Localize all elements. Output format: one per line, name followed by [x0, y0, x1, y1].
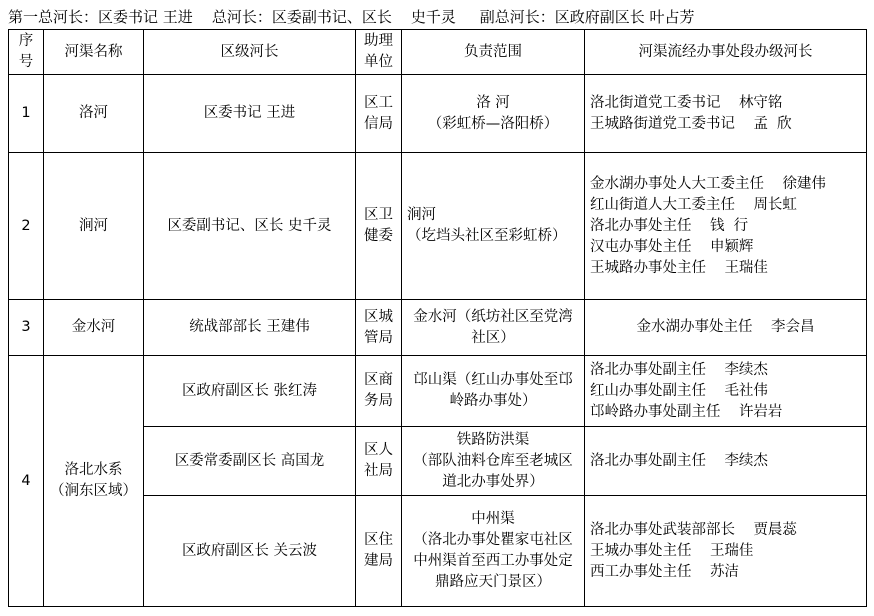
header-seq: 序号 [9, 30, 44, 75]
sub-chief-line [590, 541, 861, 562]
assist-unit-cell: 区住建局 [356, 496, 402, 607]
sub-chief-name: 徐建伟 [782, 175, 826, 192]
river-name-cell: 洛河 [44, 75, 144, 153]
sub-chief-name: 毛社伟 [724, 382, 768, 399]
header-sub-chiefs: 河渠流经办事处段办级河长 [585, 30, 867, 75]
sub-chief-line [590, 174, 861, 195]
scope-cell: 洛 河 （彩虹桥—洛阳桥） [402, 75, 585, 153]
sub-chief-name: 周长虹 [753, 196, 797, 213]
sub-chief-name: 李会昌 [770, 319, 815, 335]
sub-chief-title: 王城路街道党工委书记 [590, 115, 735, 132]
scope-cell: 金水河（纸坊社区至党湾社区） [402, 300, 585, 356]
assist-unit-cell: 区工信局 [356, 75, 402, 153]
sub-chief-name: 王瑞佳 [724, 259, 768, 276]
sub-chief-line [590, 195, 861, 216]
sub-chief-line [590, 93, 861, 114]
assist-unit-cell: 区人社局 [356, 427, 402, 496]
seq-cell: 3 [9, 300, 44, 356]
table-row [9, 75, 867, 153]
seq-cell: 4 [9, 356, 44, 607]
sub-chief-title: 汉屯办事处主任 [590, 238, 692, 255]
district-chief-cell: 区政府副区长 关云波 [144, 496, 356, 607]
sub-chief-name: 贾晨蕊 [753, 521, 797, 538]
sub-chief-title: 洛北办事处副主任 [590, 452, 706, 469]
district-chief-cell: 区委书记 王进 [144, 75, 356, 153]
sub-chief-name: 钱 行 [709, 217, 749, 234]
sub-chiefs-cell [585, 153, 867, 300]
sub-chief-name: 林守铭 [738, 94, 783, 111]
district-chief-cell: 统战部部长 王建伟 [144, 300, 356, 356]
sub-chief-line [590, 381, 861, 402]
river-name-cell: 洛北水系 （涧东区域） [44, 356, 144, 607]
scope-cell: 涧河 （圪垱头社区至彩虹桥） [402, 153, 585, 300]
sub-chief-title: 金水湖办事处主任 [636, 319, 753, 335]
assist-unit-cell: 区卫健委 [356, 153, 402, 300]
sub-chief-title: 红山街道人大工委主任 [590, 196, 735, 213]
table-row [9, 153, 867, 300]
sub-chief-title: 王城办事处主任 [590, 542, 692, 559]
sub-chief-name: 申颖辉 [709, 238, 754, 255]
sub-chiefs-cell [585, 300, 867, 356]
header-district-chief: 区级河长 [144, 30, 356, 75]
table-row [9, 356, 867, 427]
sub-chief-line [590, 402, 861, 423]
scope-cell: 邙山渠（红山办事处至邙岭路办事处） [402, 356, 585, 427]
assist-unit-cell: 区商务局 [356, 356, 402, 427]
river-chief-table [8, 29, 867, 607]
seq-cell: 2 [9, 153, 44, 300]
sub-chief-title: 西工办事处主任 [590, 563, 692, 580]
sub-chief-title: 金水湖办事处人大工委主任 [590, 175, 764, 192]
sub-chief-line [590, 520, 861, 541]
sub-chiefs-cell [585, 75, 867, 153]
table-row [9, 300, 867, 356]
district-chief-cell: 区委副书记、区长 史千灵 [144, 153, 356, 300]
sub-chief-name: 李续杰 [724, 361, 768, 378]
sub-chief-title: 王城路办事处主任 [590, 259, 706, 276]
sub-chiefs-cell [585, 427, 867, 496]
sub-chief-name: 许岩岩 [738, 403, 783, 420]
sub-chief-line [590, 451, 861, 472]
sub-chiefs-cell [585, 496, 867, 607]
header-scope: 负责范围 [402, 30, 585, 75]
sub-chiefs-cell [585, 356, 867, 427]
sub-chief-title: 洛北办事处副主任 [590, 361, 706, 378]
header-name: 河渠名称 [44, 30, 144, 75]
sub-chief-name: 李续杰 [724, 452, 768, 469]
sub-chief-title: 洛北办事处主任 [590, 217, 692, 234]
river-name-cell: 金水河 [44, 300, 144, 356]
sub-chief-line [590, 237, 861, 258]
sub-chief-title: 邙岭路办事处副主任 [590, 403, 721, 420]
district-chief-cell: 区委常委副区长 高国龙 [144, 427, 356, 496]
page-header: 第一总河长：区委书记 王进 总河长：区委副书记、区长 史千灵 副总河长：区政府副区长 叶占芳 [8, 8, 695, 26]
district-chief-cell: 区政府副区长 张红涛 [144, 356, 356, 427]
sub-chief-line [590, 114, 861, 135]
sub-chief-title: 红山办事处副主任 [590, 382, 706, 399]
sub-chief-name: 孟 欣 [753, 115, 792, 132]
scope-cell: 铁路防洪渠 （部队油料仓库至老城区道北办事处界） [402, 427, 585, 496]
sub-chief-line [590, 216, 861, 237]
sub-chief-line [590, 562, 861, 583]
header-assist-unit: 助理单位 [356, 30, 402, 75]
sub-chief-name: 苏洁 [709, 563, 739, 580]
scope-cell: 中州渠 （洛北办事处瞿家屯社区中州渠首至西工办事处定鼎路应天门景区） [402, 496, 585, 607]
sub-chief-title: 洛北街道党工委书记 [590, 94, 721, 111]
river-name-cell: 涧河 [44, 153, 144, 300]
sub-chief-line [590, 258, 861, 279]
sub-chief-title: 洛北办事处武装部部长 [590, 521, 735, 538]
seq-cell: 1 [9, 75, 44, 153]
sub-chief-name: 王瑞佳 [709, 542, 754, 559]
sub-chief-line [590, 360, 861, 381]
assist-unit-cell: 区城管局 [356, 300, 402, 356]
header-row [9, 30, 867, 75]
sub-chief-line [590, 317, 861, 338]
